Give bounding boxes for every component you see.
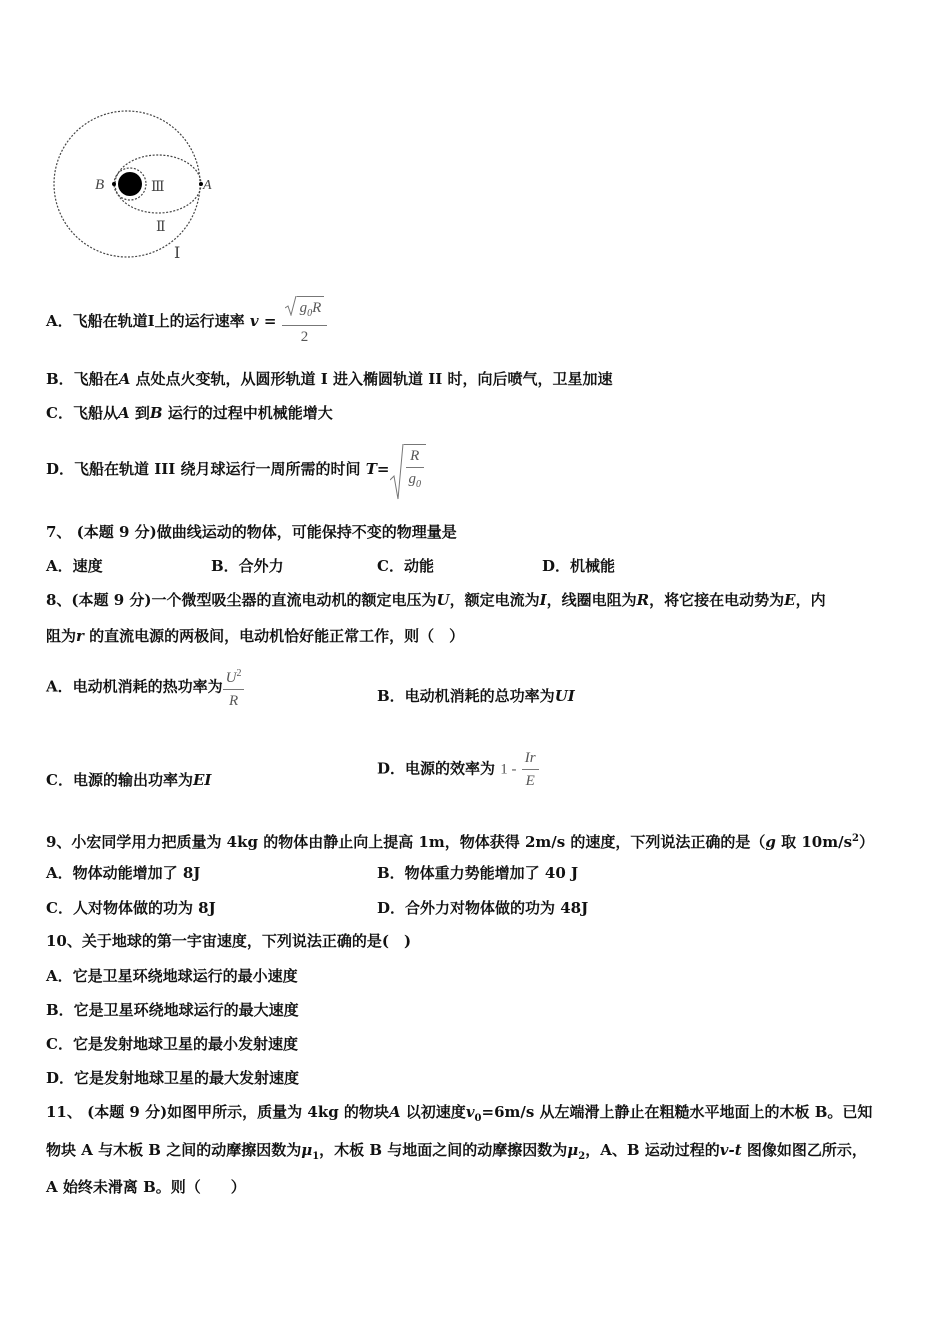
q11-stem-line-2: 物块 A 与木板 B 之间的动摩擦因数为$\mu_1$，木板 B 与地面之间的动摩擦因数为$\mu_2$，A、B 运动过程的v-t 图像如图乙所示， [46,1141,867,1162]
orbit-diagram [45,105,225,265]
label-a: A [203,178,212,193]
point-b-dot [112,182,116,186]
q9-option-b: B．物体重力势能增加了 40 J [377,864,579,882]
q7-stem: 7、 (本题 9 分)做曲线运动的物体，可能保持不变的物理量是 [46,523,457,541]
q6-option-d: D．飞船在轨道 III 绕月球运行一周所需的时间 T= $\frac{R}{g_0}$ [46,444,426,496]
label-orbit-2: Ⅱ [156,219,166,235]
q6-option-c: C．飞船从A 到B 运行的过程中机械能增大 [46,404,333,422]
moon [118,172,142,196]
q10-stem: 10、关于地球的第一宇宙速度，下列说法正确的是( ) [46,932,412,950]
label-b: B [95,177,105,193]
q8-stem-line-1: 8、(本题 9 分)一个微型吸尘器的直流电动机的额定电压为U，额定电流为I，线圈电阻为R，将它接在电动势为E，内 [46,591,826,609]
label-orbit-3: Ⅲ [151,179,165,195]
q8-option-c: C．电源的输出功率为EI [46,771,212,789]
q10-option-b: B．它是卫星环绕地球运行的最大速度 [46,1001,299,1019]
q6-option-a: A．飞船在轨道I上的运行速率 v = $\frac{g_0R}{2}$ [46,296,327,348]
q7-option-d: D．机械能 [542,557,616,575]
q8-option-a: A．电动机消耗的热功率为 $\frac{U^2}{R}$ [46,663,244,712]
q7-option-c: C．动能 [377,557,434,575]
q10-option-a: A．它是卫星环绕地球运行的最小速度 [46,967,298,985]
q7-option-b: B．合外力 [211,557,284,575]
q8-stem-line-2: 阻为r 的直流电源的两极间，电动机恰好能正常工作，则（ ） [46,627,465,645]
q11-stem-line-1: 11、 (本题 9 分)如图甲所示，质量为 4kg 的物块A 以初速度$v_0=6m/s$ 从左端滑上静止在粗糙水平地面上的木板 B。已知 [46,1103,873,1124]
q10-option-c: C．它是发射地球卫星的最小发射速度 [46,1035,298,1053]
q8-option-d: D．电源的效率为 1 - $\frac{Ir}{E}$ [377,747,539,792]
q9-stem: 9、小宏同学用力把质量为 4kg 的物体由静止向上提高 1m，物体获得 2m/s 的速度，下列说法正确的是（g 取 $10m/s^2$） [46,833,875,851]
q9-option-a: A．物体动能增加了 8J [46,864,201,882]
q7-option-a: A．速度 [46,557,103,575]
q8-option-b: B．电动机消耗的总功率为UI [377,687,575,705]
q11-stem-line-3: A 始终未滑离 B。则（ ） [46,1178,246,1196]
q10-option-d: D．它是发射地球卫星的最大发射速度 [46,1069,300,1087]
label-orbit-1: Ⅰ [174,243,181,262]
q9-option-d: D．合外力对物体做的功为 48J [377,899,589,917]
q9-option-c: C．人对物体做的功为 8J [46,899,216,917]
q6-option-b: B．飞船在A 点处点火变轨，从圆形轨道 I 进入椭圆轨道 II 时，向后喷气，卫星加速 [46,370,613,388]
